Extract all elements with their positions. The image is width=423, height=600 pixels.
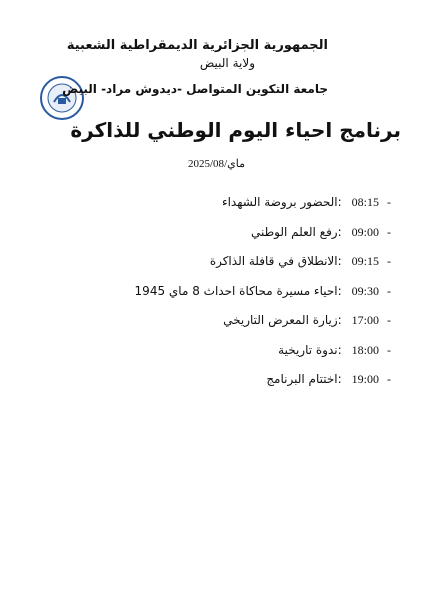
- schedule-item: [31, 313, 391, 343]
- schedule-item: [31, 372, 391, 402]
- schedule-item: [31, 284, 391, 314]
- schedule-activity: :احياء مسيرة محاكاة احداث 8 ماي 1945: [134, 283, 342, 298]
- program-date: ماي/2025/08: [188, 158, 245, 170]
- schedule-list: [31, 195, 391, 402]
- schedule-time: 08:15: [351, 195, 379, 209]
- republic-heading: الجمهورية الجزائرية الديمقراطية الشعبية: [66, 38, 328, 53]
- schedule-activity: :ندوة تاريخية: [278, 342, 342, 357]
- bullet-dash: -: [387, 224, 391, 239]
- schedule-time: 17:00: [351, 313, 379, 327]
- schedule-item: [31, 225, 391, 255]
- program-title: برنامج احياء اليوم الوطني للذاكرة: [70, 118, 401, 142]
- schedule-activity: :الحضور بروضة الشهداء: [221, 195, 342, 209]
- bullet-dash: -: [387, 372, 391, 386]
- schedule-time: 09:15: [351, 254, 379, 268]
- schedule-time: 19:00: [351, 372, 379, 386]
- schedule-activity: :زيارة المعرض التاريخي: [223, 313, 342, 327]
- wilaya-heading: ولاية البيض: [199, 56, 255, 70]
- schedule-item: [31, 195, 391, 225]
- schedule-item: [31, 254, 391, 284]
- bullet-dash: -: [387, 254, 391, 268]
- bullet-dash: -: [387, 313, 391, 327]
- institution-heading: جامعة التكوين المتواصل -ديدوش مراد- البيض: [62, 82, 328, 96]
- schedule-activity: :اختتام البرنامج: [266, 372, 342, 386]
- schedule-item: [31, 343, 391, 373]
- schedule-time: 09:00: [351, 224, 379, 239]
- schedule-activity: :رفع العلم الوطني: [250, 224, 342, 239]
- bullet-dash: -: [387, 283, 391, 298]
- schedule-time: 18:00: [351, 342, 379, 357]
- bullet-dash: -: [387, 195, 391, 209]
- schedule-time: 09:30: [351, 283, 379, 298]
- schedule-activity: :الانطلاق في قافلة الذاكرة: [209, 254, 342, 268]
- bullet-dash: -: [387, 342, 391, 357]
